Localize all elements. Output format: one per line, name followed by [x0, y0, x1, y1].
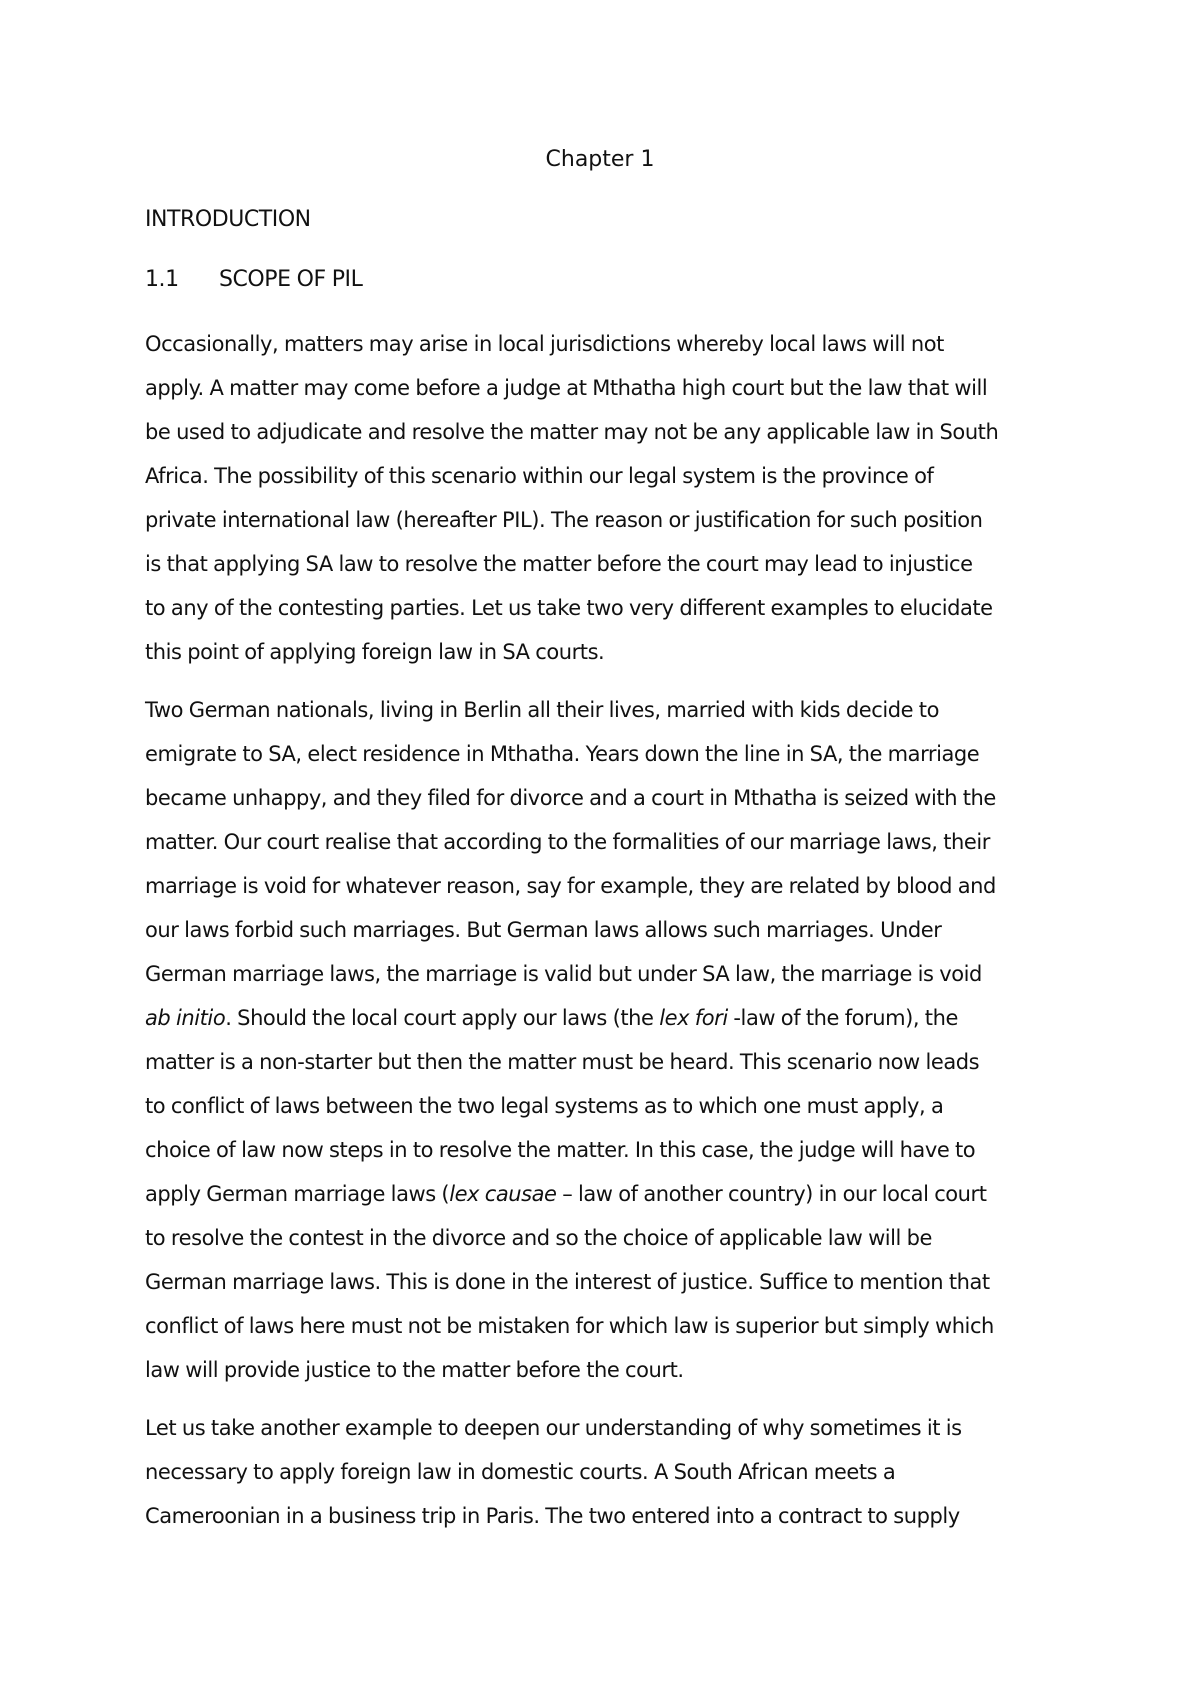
text-line	[145, 1494, 1065, 1538]
text-line	[145, 688, 1065, 732]
text-line	[145, 1304, 1065, 1348]
section-number: 1.1	[145, 267, 179, 292]
section-title: SCOPE OF PIL	[219, 267, 363, 292]
text-segment: apply German marriage laws (	[145, 1182, 450, 1206]
text-segment: German marriage laws. This is done in the interest of justice. Suffice to mention that	[145, 1270, 990, 1294]
text-line	[145, 1260, 1065, 1304]
text-line	[145, 952, 1065, 996]
text-line	[145, 820, 1065, 864]
section-heading	[145, 266, 1065, 294]
text-segment: necessary to apply foreign law in domestic courts. A South African meets a	[145, 1460, 896, 1484]
text-segment: -law of the forum), the	[727, 1006, 958, 1030]
italic-term: ab initio	[145, 1006, 226, 1030]
body-paragraph	[145, 688, 1065, 1392]
text-line	[145, 630, 1065, 674]
text-line	[145, 1084, 1065, 1128]
italic-term: lex causae	[449, 1182, 557, 1206]
text-line	[145, 996, 1065, 1040]
text-segment: apply. A matter may come before a judge at Mthatha high court but the law that will	[145, 376, 988, 400]
text-segment: law will provide justice to the matter before the court.	[145, 1358, 684, 1382]
text-line	[145, 366, 1065, 410]
text-line	[145, 498, 1065, 542]
text-line	[145, 322, 1065, 366]
document-body	[145, 206, 1065, 1552]
body-paragraph	[145, 322, 1065, 674]
text-line	[145, 410, 1065, 454]
body-paragraph	[145, 1406, 1065, 1538]
text-segment: matter is a non-starter but then the matter must be heard. This scenario now leads	[145, 1050, 980, 1074]
text-segment: emigrate to SA, elect residence in Mthatha. Years down the line in SA, the marriage	[145, 742, 980, 766]
text-segment: Africa. The possibility of this scenario within our legal system is the province of	[145, 464, 934, 488]
text-segment: private international law (hereafter PIL). The reason or justification for such position	[145, 508, 983, 532]
text-segment: matter. Our court realise that according to the formalities of our marriage laws, their	[145, 830, 990, 854]
text-segment: marriage is void for whatever reason, say for example, they are related by blood and	[145, 874, 996, 898]
text-segment: – law of another country) in our local court	[556, 1182, 987, 1206]
text-segment: be used to adjudicate and resolve the matter may not be any applicable law in South	[145, 420, 999, 444]
text-segment: Let us take another example to deepen our understanding of why sometimes it is	[145, 1416, 962, 1440]
text-line	[145, 1040, 1065, 1084]
text-line	[145, 908, 1065, 952]
text-segment: German marriage laws, the marriage is valid but under SA law, the marriage is void	[145, 962, 982, 986]
text-segment: conflict of laws here must not be mistaken for which law is superior but simply which	[145, 1314, 994, 1338]
text-segment: this point of applying foreign law in SA courts.	[145, 640, 605, 664]
text-segment: Two German nationals, living in Berlin all their lives, married with kids decide to	[145, 698, 939, 722]
text-line	[145, 454, 1065, 498]
text-line	[145, 732, 1065, 776]
text-line	[145, 1450, 1065, 1494]
text-segment: to conflict of laws between the two legal systems as to which one must apply, a	[145, 1094, 944, 1118]
text-segment: became unhappy, and they filed for divorce and a court in Mthatha is seized with the	[145, 786, 996, 810]
text-segment: Occasionally, matters may arise in local jurisdictions whereby local laws will not	[145, 332, 944, 356]
text-line	[145, 1172, 1065, 1216]
text-line	[145, 1406, 1065, 1450]
text-segment: to any of the contesting parties. Let us take two very different examples to elucidate	[145, 596, 993, 620]
text-segment: choice of law now steps in to resolve the matter. In this case, the judge will have to	[145, 1138, 976, 1162]
text-segment: . Should the local court apply our laws (the	[225, 1006, 660, 1030]
text-segment: is that applying SA law to resolve the matter before the court may lead to injustice	[145, 552, 973, 576]
italic-term: lex fori	[659, 1006, 728, 1030]
text-line	[145, 542, 1065, 586]
text-segment: our laws forbid such marriages. But German laws allows such marriages. Under	[145, 918, 942, 942]
text-line	[145, 776, 1065, 820]
text-line	[145, 1128, 1065, 1172]
chapter-title: Chapter 1	[545, 147, 655, 172]
text-line	[145, 1348, 1065, 1392]
introduction-heading: INTRODUCTION	[145, 207, 311, 232]
text-line	[145, 1216, 1065, 1260]
text-line	[145, 586, 1065, 630]
text-line	[145, 864, 1065, 908]
text-segment: Cameroonian in a business trip in Paris. The two entered into a contract to supply	[145, 1504, 960, 1528]
text-segment: to resolve the contest in the divorce and so the choice of applicable law will be	[145, 1226, 933, 1250]
paragraph-list	[145, 322, 1065, 1538]
